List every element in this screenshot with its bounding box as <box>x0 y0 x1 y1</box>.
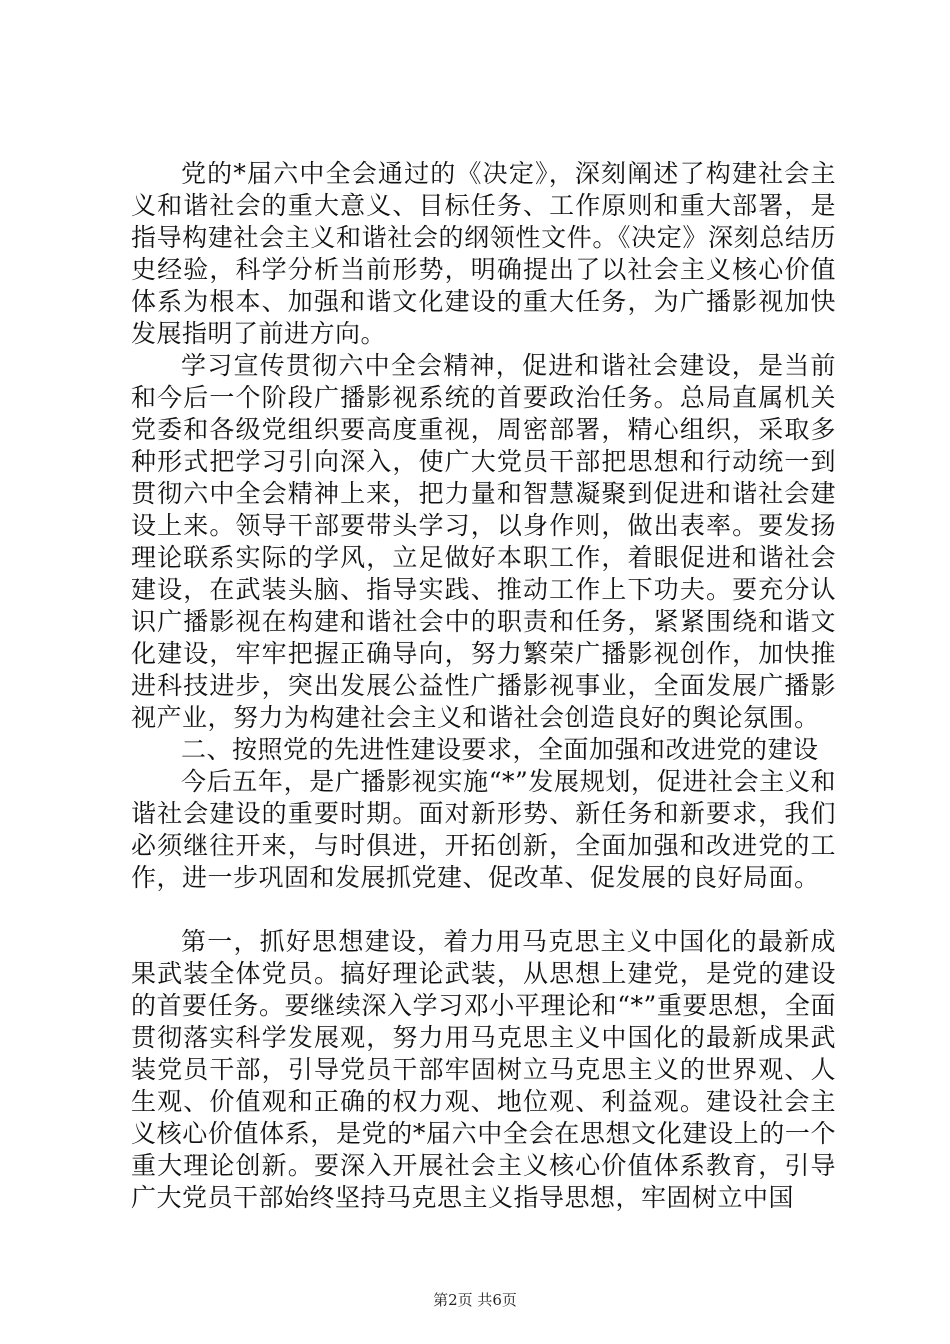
paragraph-study-plenary-spirit: 学习宣传贯彻六中全会精神，促进和谐社会建设，是当前和今后一个阶段广播影视系统的首要政治任务。总局直属机关党委和各级党组织要高度重视，周密部署，精心组织，采取多种形式把学习引向深入，使广大党员干部把思想和行动统一到贯彻六中全会精神上来，把力量和智慧凝聚到促进和谐社会建设上来。领导干部要带头学习，以身作则，做出表率。要发扬理论联系实际的学风，立足做好本职工作，着眼促进和谐社会建设，在武装头脑、指导实践、推动工作上下功夫。要充分认识广播影视在构建和谐社会中的职责和任务，紧紧围绕和谐文化建设，牢牢把握正确导向，努力繁荣广播影视创作，加快推进科技进步，突出发展公益性广播影视事业，全面发展广播影视产业，努力为构建社会主义和谐社会创造良好的舆论氛围。 <box>131 351 836 732</box>
paragraph-decision-overview: 党的*届六中全会通过的《决定》，深刻阐述了构建社会主义和谐社会的重大意义、目标任务、工作原则和重大部署，是指导构建社会主义和谐社会的纲领性文件。《决定》深刻总结历史经验，科学分析当前形势，明确提出了以社会主义核心价值体系为根本、加强和谐文化建设的重大任务，为广播影视加快发展指明了前进方向。 <box>131 159 836 348</box>
document-body <box>131 158 836 1214</box>
paragraph-ideological-building: 第一，抓好思想建设，着力用马克思主义中国化的最新成果武装全体党员。搞好理论武装，从思想上建党，是党的建设的首要任务。要继续深入学习邓小平理论和“*”重要思想，全面贯彻落实科学发展观，努力用马克思主义中国化的最新成果武装党员干部，引导党员干部牢固树立马克思主义的世界观、人生观、价值观和正确的权力观、地位观、利益观。建设社会主义核心价值体系，是党的*届六中全会在思想文化建设上的一个重大理论创新。要深入开展社会主义核心价值体系教育，引导广大党员干部始终坚持马克思主义指导思想，牢固树立中国 <box>131 927 836 1212</box>
paragraph-next-five-years: 今后五年，是广播影视实施“*”发展规划，促进社会主义和谐社会建设的重要时期。面对新形势、新任务和新要求，我们必须继往开来，与时俱进，开拓创新，全面加强和改进党的工作，进一步巩固和发展抓党建、促改革、促发展的良好局面。 <box>131 767 836 892</box>
page-number-footer: 第2页 共6页 <box>433 1291 517 1309</box>
section-heading-party-building: 二、按照党的先进性建设要求，全面加强和改进党的建设 <box>181 735 819 764</box>
